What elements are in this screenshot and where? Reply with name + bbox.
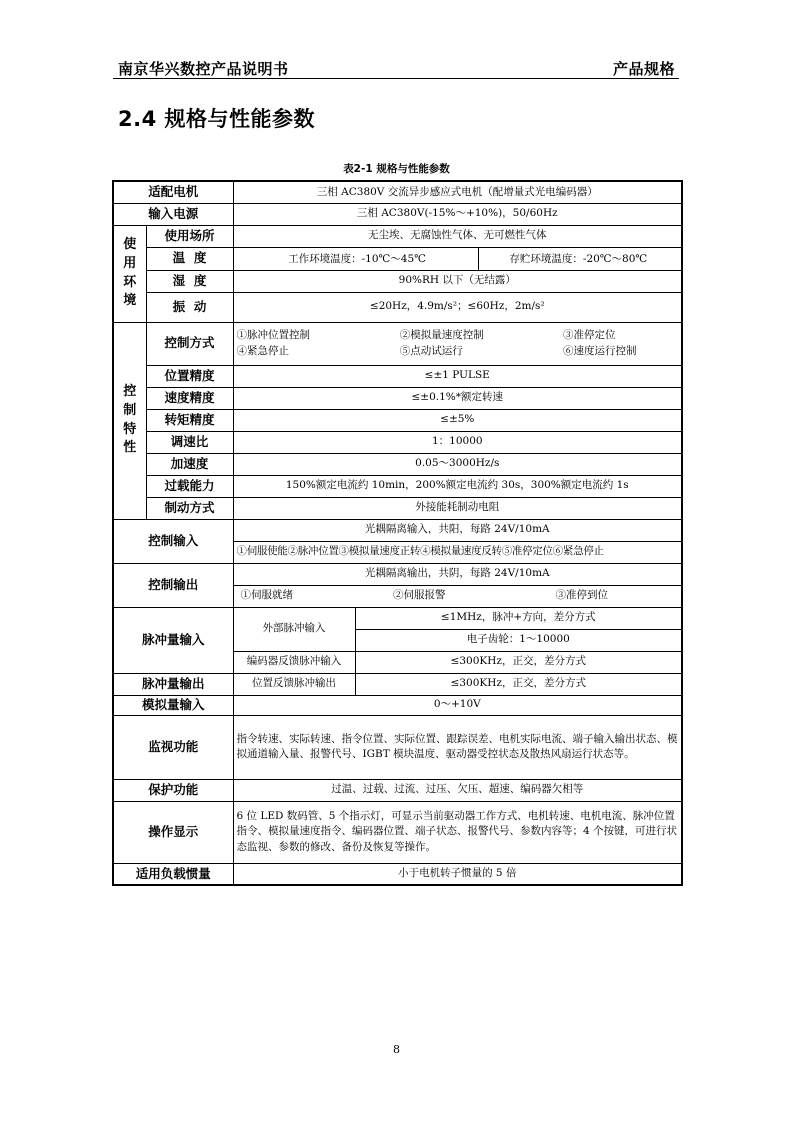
- mode-item: ③准停定位: [563, 329, 616, 342]
- mode-item: ①脉冲位置控制: [236, 329, 311, 342]
- table-row: [113, 181, 682, 203]
- table-row: [113, 247, 682, 270]
- temp-values: [233, 247, 682, 270]
- table-row: [113, 270, 682, 292]
- control-modes: [233, 322, 682, 365]
- row-label: 控制输出: [113, 563, 233, 607]
- row-label: 加速度: [146, 453, 233, 475]
- row-value: ≤1MHz，脉冲+方向，差分方式: [355, 607, 682, 629]
- env-category-label: [113, 225, 146, 322]
- table-row: [113, 431, 682, 453]
- table-row: [113, 695, 682, 715]
- sub-label: 编码器反馈脉冲输入: [233, 651, 355, 673]
- row-label: 操作显示: [113, 801, 233, 863]
- row-value: 0～+10V: [233, 695, 682, 715]
- header-right-title: 产品规格: [612, 60, 675, 78]
- row-label: 湿 度: [146, 270, 233, 292]
- sub-label: 位置反馈脉冲输出: [233, 673, 355, 695]
- row-label: 调速比: [146, 431, 233, 453]
- section-title: 2.4 规格与性能参数: [118, 107, 316, 131]
- table-row: [113, 673, 682, 695]
- page-number: 8: [393, 1043, 400, 1056]
- mode-item: ⑥速度运行控制: [563, 344, 637, 357]
- row-label: 转矩精度: [146, 409, 233, 431]
- row-label: 脉冲量输出: [113, 673, 233, 695]
- table-row: [113, 322, 682, 365]
- row-value: 小于电机转子惯量的 5 倍: [233, 863, 682, 885]
- row-label: 控制输入: [113, 519, 233, 563]
- table-row: [113, 497, 682, 519]
- row-value: 电子齿轮：1～10000: [355, 629, 682, 651]
- table-row: [113, 225, 682, 247]
- row-value: ≤20Hz，4.9m/s²；≤60Hz，2m/s²: [233, 292, 682, 322]
- table-row: [113, 779, 682, 801]
- row-value: ≤±5%: [233, 409, 682, 431]
- row-value: 三相 AC380V(-15%～+10%)，50/60Hz: [233, 203, 682, 225]
- mode-item: ⑤点动试运行: [399, 344, 463, 357]
- output-items: [233, 585, 682, 607]
- row-label: 适用负载惯量: [113, 863, 233, 885]
- table-caption: 表2-1 规格与性能参数: [343, 163, 450, 175]
- row-label: 保护功能: [113, 779, 233, 801]
- category-char: 特: [123, 421, 137, 437]
- row-value: 光耦隔离输出，共阴，每路 24V/10mA: [233, 563, 682, 585]
- row-value: ≤300KHz，正交，差分方式: [355, 673, 682, 695]
- row-value: 光耦隔离输入，共阳，每路 24V/10mA: [233, 519, 682, 541]
- row-label: 监视功能: [113, 715, 233, 779]
- row-value: 6 位 LED 数码管、5 个指示灯，可显示当前驱动器工作方式、电机转速、电机电流、脉冲位置指令、模拟量速度指令、编码器位置、端子状态、报警代号、参数内容等；4 个按键，可进行状态监视、参数的修改、备份及恢复等操作。: [233, 801, 682, 863]
- row-label: 适配电机: [113, 181, 233, 203]
- category-char: 用: [123, 255, 137, 271]
- row-label: 制动方式: [146, 497, 233, 519]
- header-divider: [113, 78, 679, 79]
- category-char: 使: [123, 236, 137, 252]
- mode-item: ④紧急停止: [236, 344, 290, 357]
- category-char: 环: [123, 274, 137, 290]
- row-value: 无尘埃、无腐蚀性气体、无可燃性气体: [233, 225, 682, 247]
- table-row: [113, 607, 682, 629]
- row-value: ≤300KHz，正交，差分方式: [355, 651, 682, 673]
- row-label: 脉冲量输入: [113, 607, 233, 673]
- output-item: ②伺服报警: [393, 589, 446, 602]
- table-row: [113, 453, 682, 475]
- row-label: 模拟量输入: [113, 695, 233, 715]
- output-item: ③准停到位: [555, 589, 609, 602]
- row-value: ≤±1 PULSE: [233, 365, 682, 387]
- row-label: 控制方式: [146, 322, 233, 365]
- table-row: [113, 203, 682, 225]
- row-value: ①伺服使能②脉冲位置③模拟量速度正转④模拟量速度反转⑤准停定位⑥紧急停止: [233, 541, 682, 563]
- row-value: ≤±0.1%*额定转速: [233, 387, 682, 409]
- work-temp: 工作环境温度：-10℃～45℃: [288, 252, 426, 265]
- row-value: 0.05～3000Hz/s: [233, 453, 682, 475]
- table-row: [113, 475, 682, 497]
- header-left-title: 南京华兴数控产品说明书: [118, 60, 289, 78]
- table-row: [113, 863, 682, 885]
- row-value: 1：10000: [233, 431, 682, 453]
- table-row: [113, 801, 682, 863]
- table-row: [113, 715, 682, 779]
- table-row: [113, 365, 682, 387]
- spec-table: [112, 180, 683, 886]
- row-value: 指令转速、实际转速、指令位置、实际位置、跟踪误差、电机实际电流、端子输入输出状态、模拟通道输入量、报警代号、IGBT 模块温度、驱动器受控状态及散热风扇运行状态等。: [233, 715, 682, 779]
- store-temp: 存贮环境温度：-20℃～80℃: [478, 248, 679, 270]
- table-row: [113, 387, 682, 409]
- row-value: 150%额定电流约 10min，200%额定电流约 30s，300%额定电流约 1s: [233, 475, 682, 497]
- category-char: 控: [123, 383, 137, 399]
- row-label: 位置精度: [146, 365, 233, 387]
- category-char: 制: [123, 402, 137, 418]
- ctrl-category-label: [113, 322, 146, 519]
- row-value: 过温、过载、过流、过压、欠压、超速、编码器欠相等: [233, 779, 682, 801]
- table-row: [113, 292, 682, 322]
- table-row: [113, 519, 682, 541]
- row-value: 外接能耗制动电阻: [233, 497, 682, 519]
- row-label: 过载能力: [146, 475, 233, 497]
- row-label: 振 动: [146, 292, 233, 322]
- row-value: 90%RH 以下（无结露）: [233, 270, 682, 292]
- row-value: 三相 AC380V 交流异步感应式电机（配增量式光电编码器）: [233, 181, 682, 203]
- row-label: 使用场所: [146, 225, 233, 247]
- table-row: [113, 563, 682, 585]
- sub-label: 外部脉冲输入: [233, 607, 355, 651]
- row-label: 速度精度: [146, 387, 233, 409]
- category-char: 境: [123, 293, 137, 309]
- row-label: 温 度: [146, 247, 233, 270]
- mode-item: ②模拟量速度控制: [399, 329, 484, 342]
- row-label: 输入电源: [113, 203, 233, 225]
- table-row: [113, 409, 682, 431]
- category-char: 性: [123, 440, 137, 456]
- output-item: ①伺服就绪: [240, 589, 294, 602]
